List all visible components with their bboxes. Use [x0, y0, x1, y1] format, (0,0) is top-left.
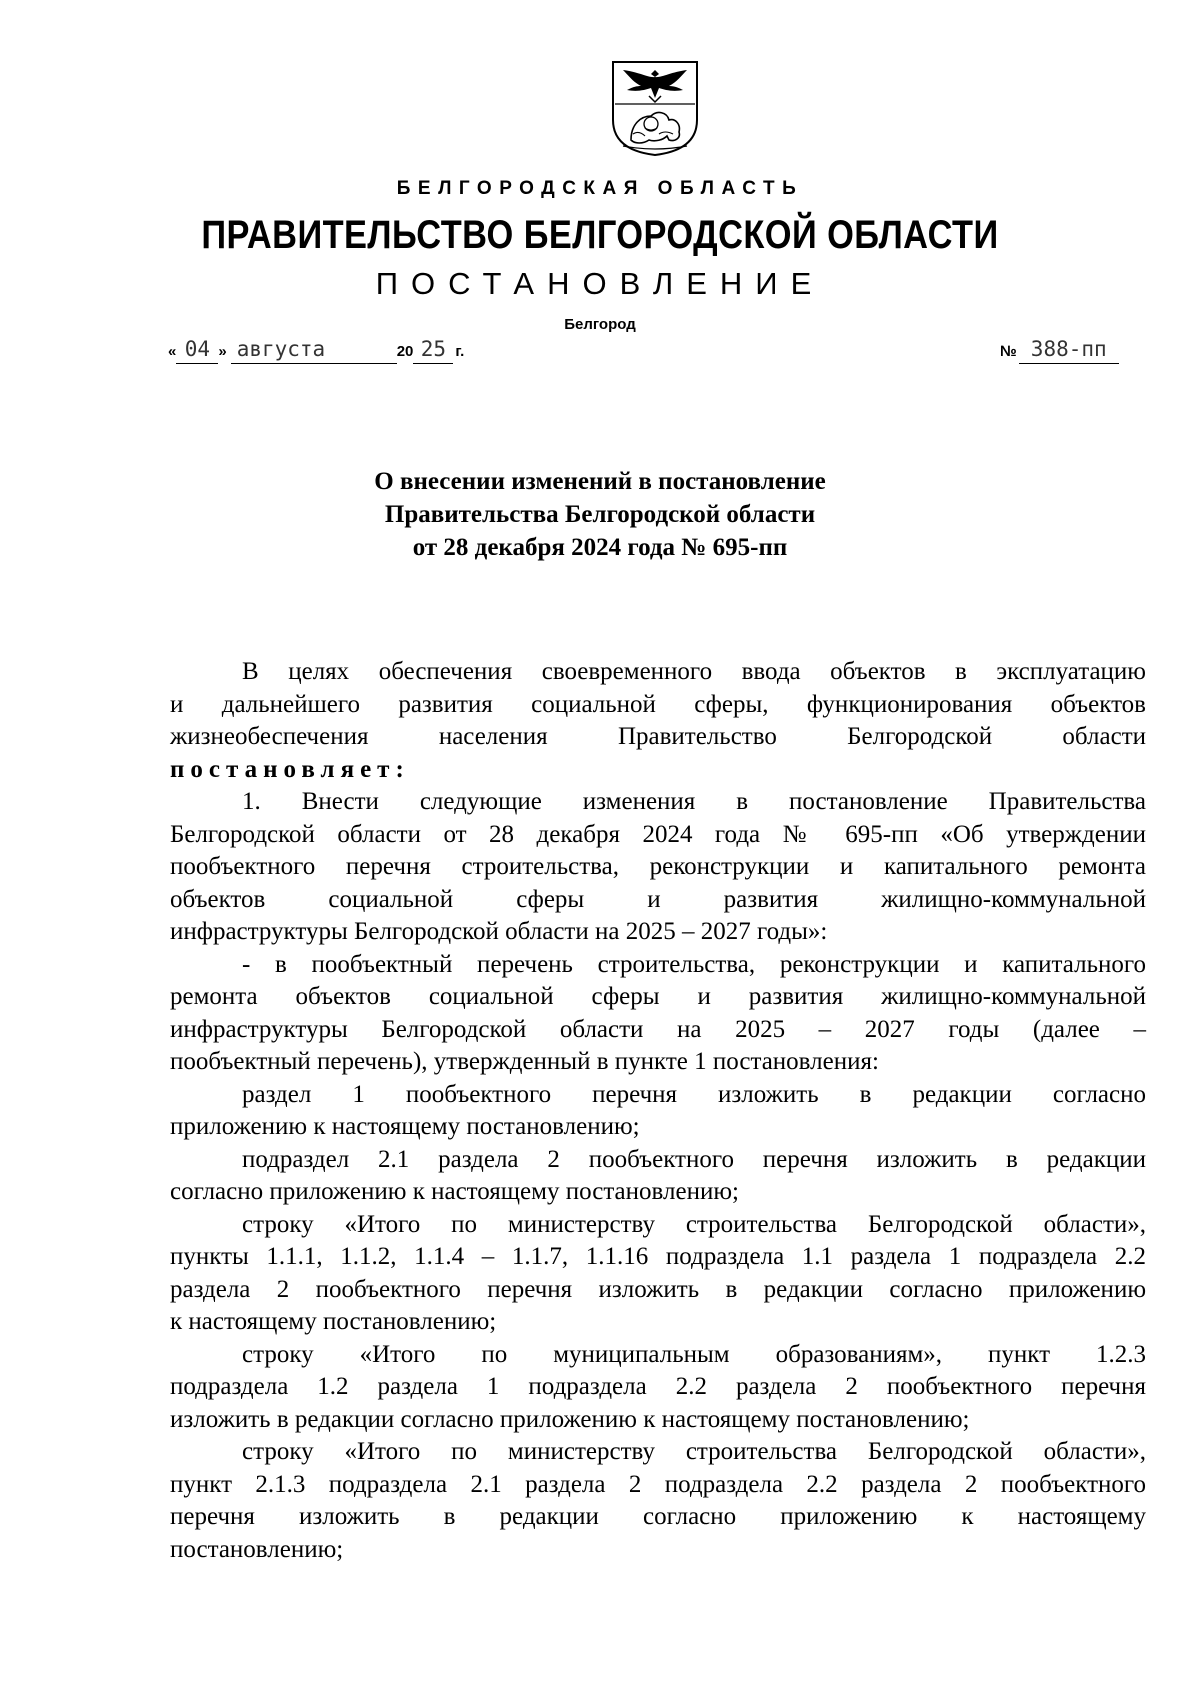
date-day-field: [176, 338, 218, 364]
date-century: 20: [396, 343, 414, 360]
number-field: [1019, 338, 1119, 364]
body-line: жизнеобеспечения населения Правительство Белгородской области: [170, 723, 1146, 750]
body-line: объектов социальной сферы и развития жилищно-коммунальной: [170, 885, 1146, 913]
date-month-field: [231, 338, 397, 364]
body-line: 1. Внести следующие изменения в постановление Правительства: [242, 788, 1146, 815]
body-line: приложению к настоящему постановлению;: [170, 1113, 640, 1140]
document-date: [168, 338, 464, 364]
government-title: ПРАВИТЕЛЬСТВО БЕЛГОРОДСКОЙ ОБЛАСТИ: [201, 213, 999, 257]
body-line: пообъектного перечня строительства, реконструкции и капитального ремонта: [170, 853, 1146, 880]
body-line: инфраструктуры Белгородской области на 2025 – 2027 годы (далее –: [170, 1015, 1146, 1043]
body-line: - в пообъектный перечень строительства, реконструкции и капитального: [242, 950, 1146, 978]
city-name: Белгород: [564, 316, 636, 333]
document-body: [170, 656, 1146, 1566]
date-year: 25: [420, 337, 447, 361]
date-year-field: [413, 338, 453, 364]
body-line: пункты 1.1.1, 1.1.2, 1.1.4 – 1.1.7, 1.1.16 подраздела 1.1 раздела 1 подраздела 2.2: [170, 1243, 1146, 1270]
region-name: БЕЛГОРОДСКАЯ ОБЛАСТЬ: [396, 178, 804, 199]
body-line: подраздел 2.1 раздела 2 пообъектного перечня изложить в редакции: [242, 1145, 1146, 1173]
body-line: согласно приложению к настоящему постановлению;: [170, 1178, 739, 1205]
body-line: пообъектный перечень), утвержденный в пункте 1 постановления:: [170, 1048, 879, 1075]
body-line: строку «Итого по муниципальным образованиям», пункт 1.2.3: [242, 1340, 1146, 1368]
body-line: Белгородской области от 28 декабря 2024 года № 695-пп «Об утверждении: [170, 820, 1146, 848]
body-line: В целях обеспечения своевременного ввода объектов в эксплуатацию: [242, 658, 1146, 685]
document-subject: [0, 465, 1200, 564]
body-line: строку «Итого по министерству строительства Белгородской области»,: [242, 1210, 1146, 1238]
body-line: к настоящему постановлению;: [170, 1308, 497, 1335]
body-line: перечня изложить в редакции согласно приложению к настоящему: [170, 1503, 1146, 1530]
resolves-word: постановляет:: [170, 755, 410, 783]
body-line: и дальнейшего развития социальной сферы, функционирования объектов: [170, 690, 1146, 718]
body-line: пункт 2.1.3 подраздела 2.1 раздела 2 подраздела 2.2 раздела 2 пообъектного: [170, 1470, 1146, 1498]
date-day: 04: [184, 337, 210, 361]
subject-line: от 28 декабря 2024 года № 695-пп: [412, 534, 788, 561]
body-line: инфраструктуры Белгородской области на 2025 – 2027 годы»:: [170, 918, 828, 945]
coat-of-arms-emblem: [609, 58, 701, 158]
document-number: [1000, 338, 1119, 364]
body-line: подраздела 1.2 раздела 1 подраздела 2.2 раздела 2 пообъектного перечня: [170, 1373, 1146, 1400]
number-value: 388-пп: [1030, 337, 1107, 361]
body-line: строку «Итого по министерству строительства Белгородской области»,: [242, 1438, 1146, 1465]
body-line: раздела 2 пообъектного перечня изложить в редакции согласно приложению: [170, 1275, 1146, 1303]
body-line: изложить в редакции согласно приложению к настоящему постановлению;: [170, 1405, 970, 1433]
body-line: постановлению;: [170, 1535, 344, 1563]
subject-line: О внесении изменений в постановление: [374, 468, 826, 495]
document-type: ПОСТАНОВЛЕНИЕ: [375, 266, 825, 301]
date-suffix: г.: [455, 343, 465, 360]
date-open-quote: «: [168, 343, 177, 360]
number-prefix: №: [1000, 343, 1017, 360]
subject-line: Правительства Белгородской области: [384, 501, 816, 528]
date-close-quote: »: [218, 343, 227, 360]
body-line: ремонта объектов социальной сферы и развития жилищно-коммунальной: [170, 983, 1146, 1010]
body-line: раздел 1 пообъектного перечня изложить в редакции согласно: [242, 1080, 1146, 1108]
date-month: августа: [236, 337, 326, 361]
